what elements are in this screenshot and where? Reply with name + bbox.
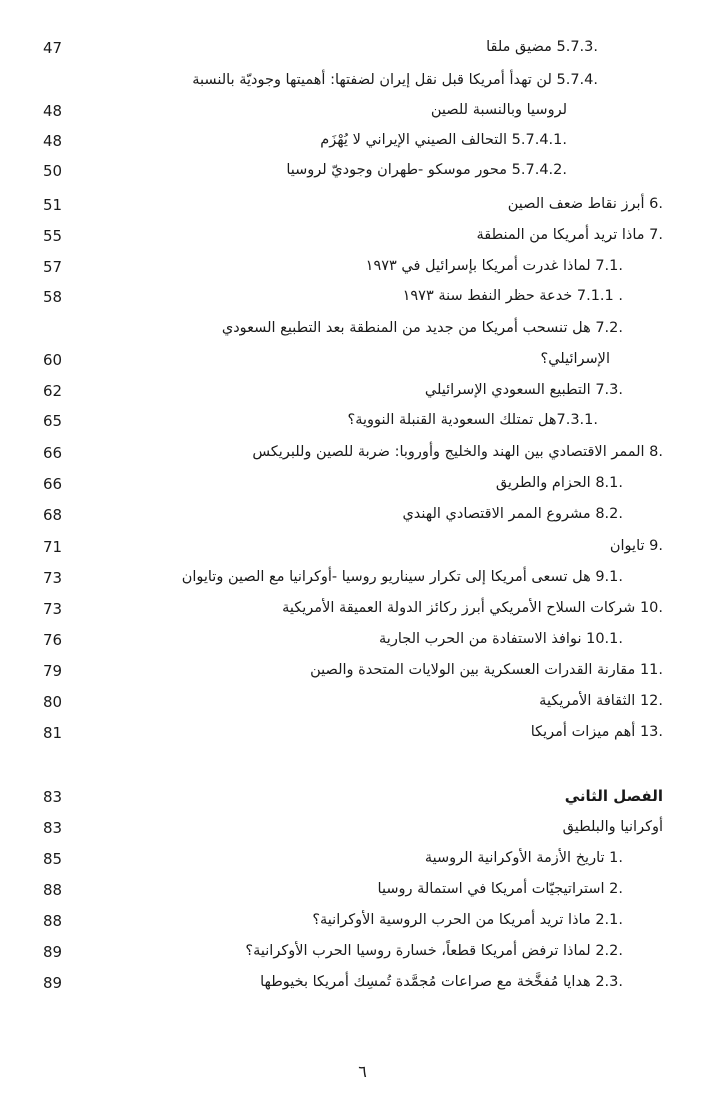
toc-page-number: 83 (43, 788, 63, 806)
toc-page-number: 66 (43, 475, 63, 493)
toc-page-number: 79 (43, 662, 63, 680)
toc-page-number: 48 (43, 132, 63, 150)
toc-entry-title: .7.3.1هل تمتلك السعودية القنبلة النووية؟ (347, 412, 598, 428)
toc-page-number: 58 (43, 288, 63, 306)
toc-entry-title: .5.7.4 لن تهدأ أمريكا قبل نقل إيران لضفتها: أهميتها وجوديّة بالنسبة (192, 72, 598, 88)
toc-entry-title: .8.1 الحزام والطريق (495, 475, 623, 491)
toc-entry-7-1 (0, 252, 725, 282)
toc-page-number: 47 (43, 39, 63, 57)
toc-page-number: 81 (43, 724, 63, 742)
toc-entry-title: الإسرائيلي؟ (540, 351, 610, 367)
toc-entry-title: .5.7.3 مضيق ملقا (486, 39, 598, 55)
toc-entry-5-7-3 (0, 33, 725, 63)
toc-entry-9-1 (0, 563, 725, 593)
toc-entry-ch2-2-3 (0, 968, 725, 998)
toc-page-number: 62 (43, 382, 63, 400)
page-footer-number: ٦ (358, 1062, 367, 1081)
toc-entry-title: أوكرانيا والبلطيق (562, 819, 663, 835)
toc-entry-title: .7 ماذا تريد أمريكا من المنطقة (476, 227, 663, 243)
toc-entry-title: .10.1 نوافذ الاستفادة من الحرب الجارية (379, 631, 623, 647)
toc-entry-title: .2.1 ماذا تريد أمريكا من الحرب الروسية الأوكرانية؟ (312, 912, 623, 928)
toc-page-number: 83 (43, 819, 63, 837)
toc-entry-title: .10 شركات السلاح الأمريكي أبرز ركائز الدولة العميقة الأمريكية (282, 600, 663, 616)
toc-entry-ch2-2-2 (0, 937, 725, 967)
toc-entry-title: .13 أهم ميزات أمريكا (530, 724, 663, 740)
toc-page-number: 50 (43, 162, 63, 180)
toc-page-number: 89 (43, 943, 63, 961)
toc-entry-8-2 (0, 500, 725, 530)
toc-entry-title: . 7.1.1 خدعة حظر النفط سنة ١٩٧٣ (402, 288, 623, 304)
toc-chapter-two-subtitle (0, 813, 725, 843)
toc-entry-title: .11 مقارنة القدرات العسكرية بين الولايات المتحدة والصين (310, 662, 663, 678)
toc-chapter-two-heading (0, 782, 725, 812)
toc-entry-title: .2.3 هدايا مُفخَّخة مع صراعات مُجمَّدة تُمسِك أمريكا بخيوطها (260, 974, 623, 990)
toc-entry-title: .1 تاريخ الأزمة الأوكرانية الروسية (424, 850, 623, 866)
toc-entry-7-2 (0, 314, 725, 344)
toc-entry-title: .8.2 مشروع الممر الاقتصادي الهندي (402, 506, 623, 522)
toc-entry-5-7-4-1 (0, 126, 725, 156)
toc-entry-13 (0, 718, 725, 748)
toc-page-number: 48 (43, 102, 63, 120)
toc-entry-title: لروسيا وبالنسبة للصين (430, 102, 567, 118)
toc-page-number: 68 (43, 506, 63, 524)
toc-page-number: 73 (43, 569, 63, 587)
toc-page-number: 73 (43, 600, 63, 618)
toc-page-number: 76 (43, 631, 63, 649)
toc-entry-title: .9 تايوان (609, 538, 663, 554)
toc-entry-ch2-2 (0, 875, 725, 905)
toc-chapter-title: الفصل الثاني (564, 787, 663, 805)
toc-entry-8 (0, 438, 725, 468)
toc-page-number: 89 (43, 974, 63, 992)
toc-page-number: 66 (43, 444, 63, 462)
toc-page-number: 88 (43, 912, 63, 930)
toc-entry-title: .7.3 التطبيع السعودي الإسرائيلي (424, 382, 623, 398)
toc-entry-title: .5.7.4.2 محور موسكو -طهران وجوديّ لروسيا (286, 162, 567, 178)
toc-entry-ch2-1 (0, 844, 725, 874)
toc-entry-title: .5.7.4.1 التحالف الصيني الإيراني لا يُهْزَم (320, 132, 567, 148)
toc-entry-title: .2 استراتيجيّات أمريكا في استمالة روسيا (377, 881, 623, 897)
toc-page-number: 80 (43, 693, 63, 711)
toc-entry-title: .12 الثقافة الأمريكية (539, 693, 663, 709)
toc-page-number: 88 (43, 881, 63, 899)
toc-entry-title: .8 الممر الاقتصادي بين الهند والخليج وأوروبا: ضربة للصين وللبريكس (252, 444, 663, 460)
toc-page-number: 60 (43, 351, 63, 369)
toc-entry-title: .6 أبرز نقاط ضعف الصين (507, 196, 663, 212)
toc-entry-title: .9.1 هل تسعى أمريكا إلى تكرار سيناريو روسيا -أوكرانيا مع الصين وتايوان (181, 569, 623, 585)
toc-entry-7 (0, 221, 725, 251)
toc-page-number: 65 (43, 412, 63, 430)
toc-page-number: 57 (43, 258, 63, 276)
toc-entry-7-2-continued (0, 345, 725, 375)
toc-entry-6 (0, 190, 725, 220)
toc-entry-5-7-4-2 (0, 156, 725, 186)
toc-entry-5-7-4-continued (0, 96, 725, 126)
toc-page-number: 51 (43, 196, 63, 214)
toc-entry-7-1-1 (0, 282, 725, 312)
toc-entry-5-7-4 (0, 66, 725, 96)
toc-entry-title: .2.2 لماذا ترفض أمريكا قطعاً، خسارة روسيا الحرب الأوكرانية؟ (245, 943, 623, 959)
toc-page-number: 71 (43, 538, 63, 556)
toc-page-number: 85 (43, 850, 63, 868)
toc-entry-11 (0, 656, 725, 686)
toc-entry-10 (0, 594, 725, 624)
toc-entry-ch2-2-1 (0, 906, 725, 936)
toc-entry-7-3-1 (0, 406, 725, 436)
toc-entry-9 (0, 532, 725, 562)
toc-entry-title: .7.2 هل تنسحب أمريكا من جديد من المنطقة بعد التطبيع السعودي (221, 320, 623, 336)
toc-entry-8-1 (0, 469, 725, 499)
toc-entry-title: .7.1 لماذا غدرت أمريكا بإسرائيل في ١٩٧٣ (365, 258, 623, 274)
toc-entry-7-3 (0, 376, 725, 406)
toc-entry-12 (0, 687, 725, 717)
toc-page-number: 55 (43, 227, 63, 245)
toc-entry-10-1 (0, 625, 725, 655)
